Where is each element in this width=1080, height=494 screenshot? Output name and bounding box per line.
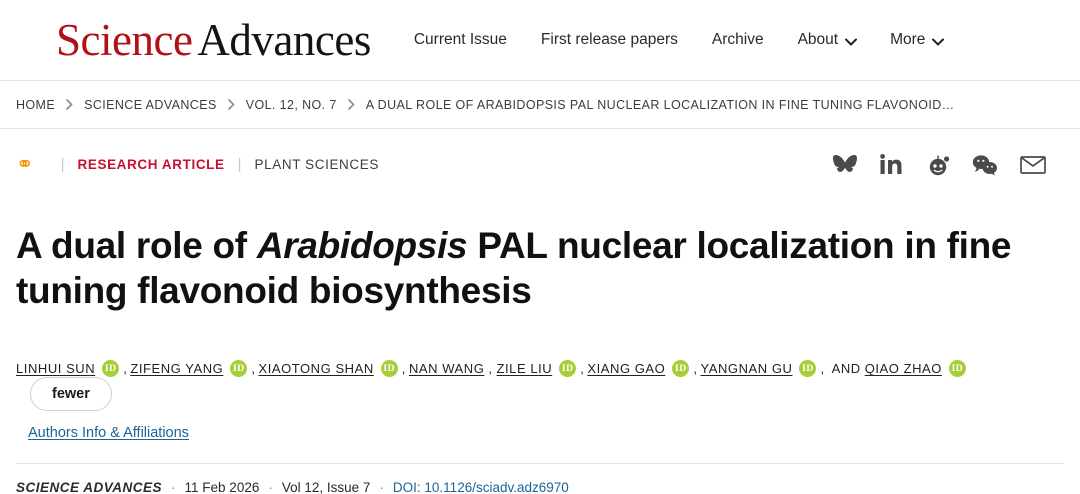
chevron-down-icon: [932, 38, 943, 45]
logo-advances: Advances: [197, 15, 371, 65]
author-separator: ,: [820, 361, 825, 377]
chevron-right-icon: [348, 99, 355, 110]
author-and-label: AND: [831, 361, 861, 377]
toggle-authors-button[interactable]: fewer: [30, 377, 112, 411]
breadcrumb-item-article: A DUAL ROLE OF ARABIDOPSIS PAL NUCLEAR LOCALIZATION IN FINE TUNING FLAVONOID…: [365, 97, 955, 112]
orcid-icon[interactable]: ID: [381, 360, 398, 377]
breadcrumb-item-journal[interactable]: SCIENCE ADVANCES: [84, 97, 217, 112]
authors-info-affiliations: [0, 411, 1080, 441]
orcid-icon[interactable]: ID: [559, 360, 576, 377]
open-access-icon: ⚭: [16, 152, 34, 176]
share-bar: [832, 154, 1064, 176]
article-type-label[interactable]: RESEARCH ARTICLE: [77, 157, 225, 172]
author-name[interactable]: LINHUI SUN: [16, 361, 96, 377]
author-separator: ,: [123, 361, 128, 377]
logo-science: Science: [56, 15, 193, 65]
main-nav: [397, 25, 961, 55]
nav-item-about[interactable]: [781, 25, 874, 55]
breadcrumb-item-volume[interactable]: VOL. 12, NO. 7: [245, 97, 337, 112]
orcid-icon[interactable]: ID: [230, 360, 247, 377]
subject-label[interactable]: PLANT SCIENCES: [254, 157, 379, 172]
author-name[interactable]: XIAOTONG SHAN: [258, 361, 374, 377]
nav-item-current-issue[interactable]: [397, 25, 524, 55]
doi-link[interactable]: DOI: 10.1126/sciadv.adz6970: [392, 480, 569, 494]
citation-separator: ·: [379, 480, 384, 494]
author-separator: ,: [580, 361, 585, 377]
author-separator: ,: [401, 361, 406, 377]
author-name[interactable]: NAN WANG: [408, 361, 485, 377]
nav-label: More: [890, 31, 926, 48]
article-meta-row: [0, 129, 1080, 181]
author-name[interactable]: QIAO ZHAO: [864, 361, 942, 377]
linkedin-icon[interactable]: [880, 154, 904, 176]
divider: |: [237, 156, 242, 173]
author-list: [0, 338, 1080, 411]
nav-label: First release papers: [540, 31, 678, 48]
page-title: [0, 206, 1080, 314]
author-name[interactable]: ZILE LIU: [496, 361, 553, 377]
orcid-icon[interactable]: ID: [102, 360, 119, 377]
author-separator: ,: [693, 361, 698, 377]
citation-separator: ·: [268, 480, 273, 494]
citation-date: 11 Feb 2026: [184, 480, 260, 494]
author-name[interactable]: ZIFENG YANG: [130, 361, 224, 377]
author-name[interactable]: XIANG GAO: [587, 361, 666, 377]
orcid-icon[interactable]: ID: [949, 360, 966, 377]
nav-item-archive[interactable]: [695, 25, 781, 55]
author-separator: ,: [488, 361, 493, 377]
title-part-2: PAL nuclear localization in fine tuning flavonoid biosynthesis: [16, 224, 1012, 311]
authors-info-link[interactable]: Authors Info & Affiliations: [28, 425, 189, 442]
author-name[interactable]: YANGNAN GU: [700, 361, 793, 377]
site-header: [0, 0, 1080, 81]
wechat-icon[interactable]: [972, 154, 998, 176]
orcid-icon[interactable]: ID: [672, 360, 689, 377]
chevron-right-icon: [228, 99, 235, 110]
citation-journal: SCIENCE ADVANCES: [16, 480, 163, 494]
nav-label: Archive: [711, 31, 764, 48]
citation-line: [16, 463, 1064, 494]
nav-item-first-release-papers[interactable]: [524, 25, 695, 55]
author-separator: ,: [251, 361, 256, 377]
nav-label: About: [797, 31, 839, 48]
breadcrumb-item-home[interactable]: HOME: [16, 97, 56, 112]
orcid-icon[interactable]: ID: [799, 360, 816, 377]
site-logo[interactable]: [56, 14, 371, 66]
reddit-icon[interactable]: [926, 154, 950, 176]
nav-label: Current Issue: [413, 31, 507, 48]
citation-volume-issue: Vol 12, Issue 7: [281, 480, 371, 494]
title-italic-taxon: Arabidopsis: [256, 224, 468, 266]
butterfly-icon[interactable]: [832, 154, 858, 176]
divider: |: [60, 156, 65, 173]
nav-item-more[interactable]: [873, 25, 960, 55]
chevron-right-icon: [66, 99, 73, 110]
breadcrumb: [0, 81, 1080, 129]
citation-separator: ·: [171, 480, 176, 494]
email-icon[interactable]: [1020, 155, 1046, 175]
chevron-down-icon: [845, 38, 856, 45]
title-part-1: A dual role of: [16, 224, 257, 266]
